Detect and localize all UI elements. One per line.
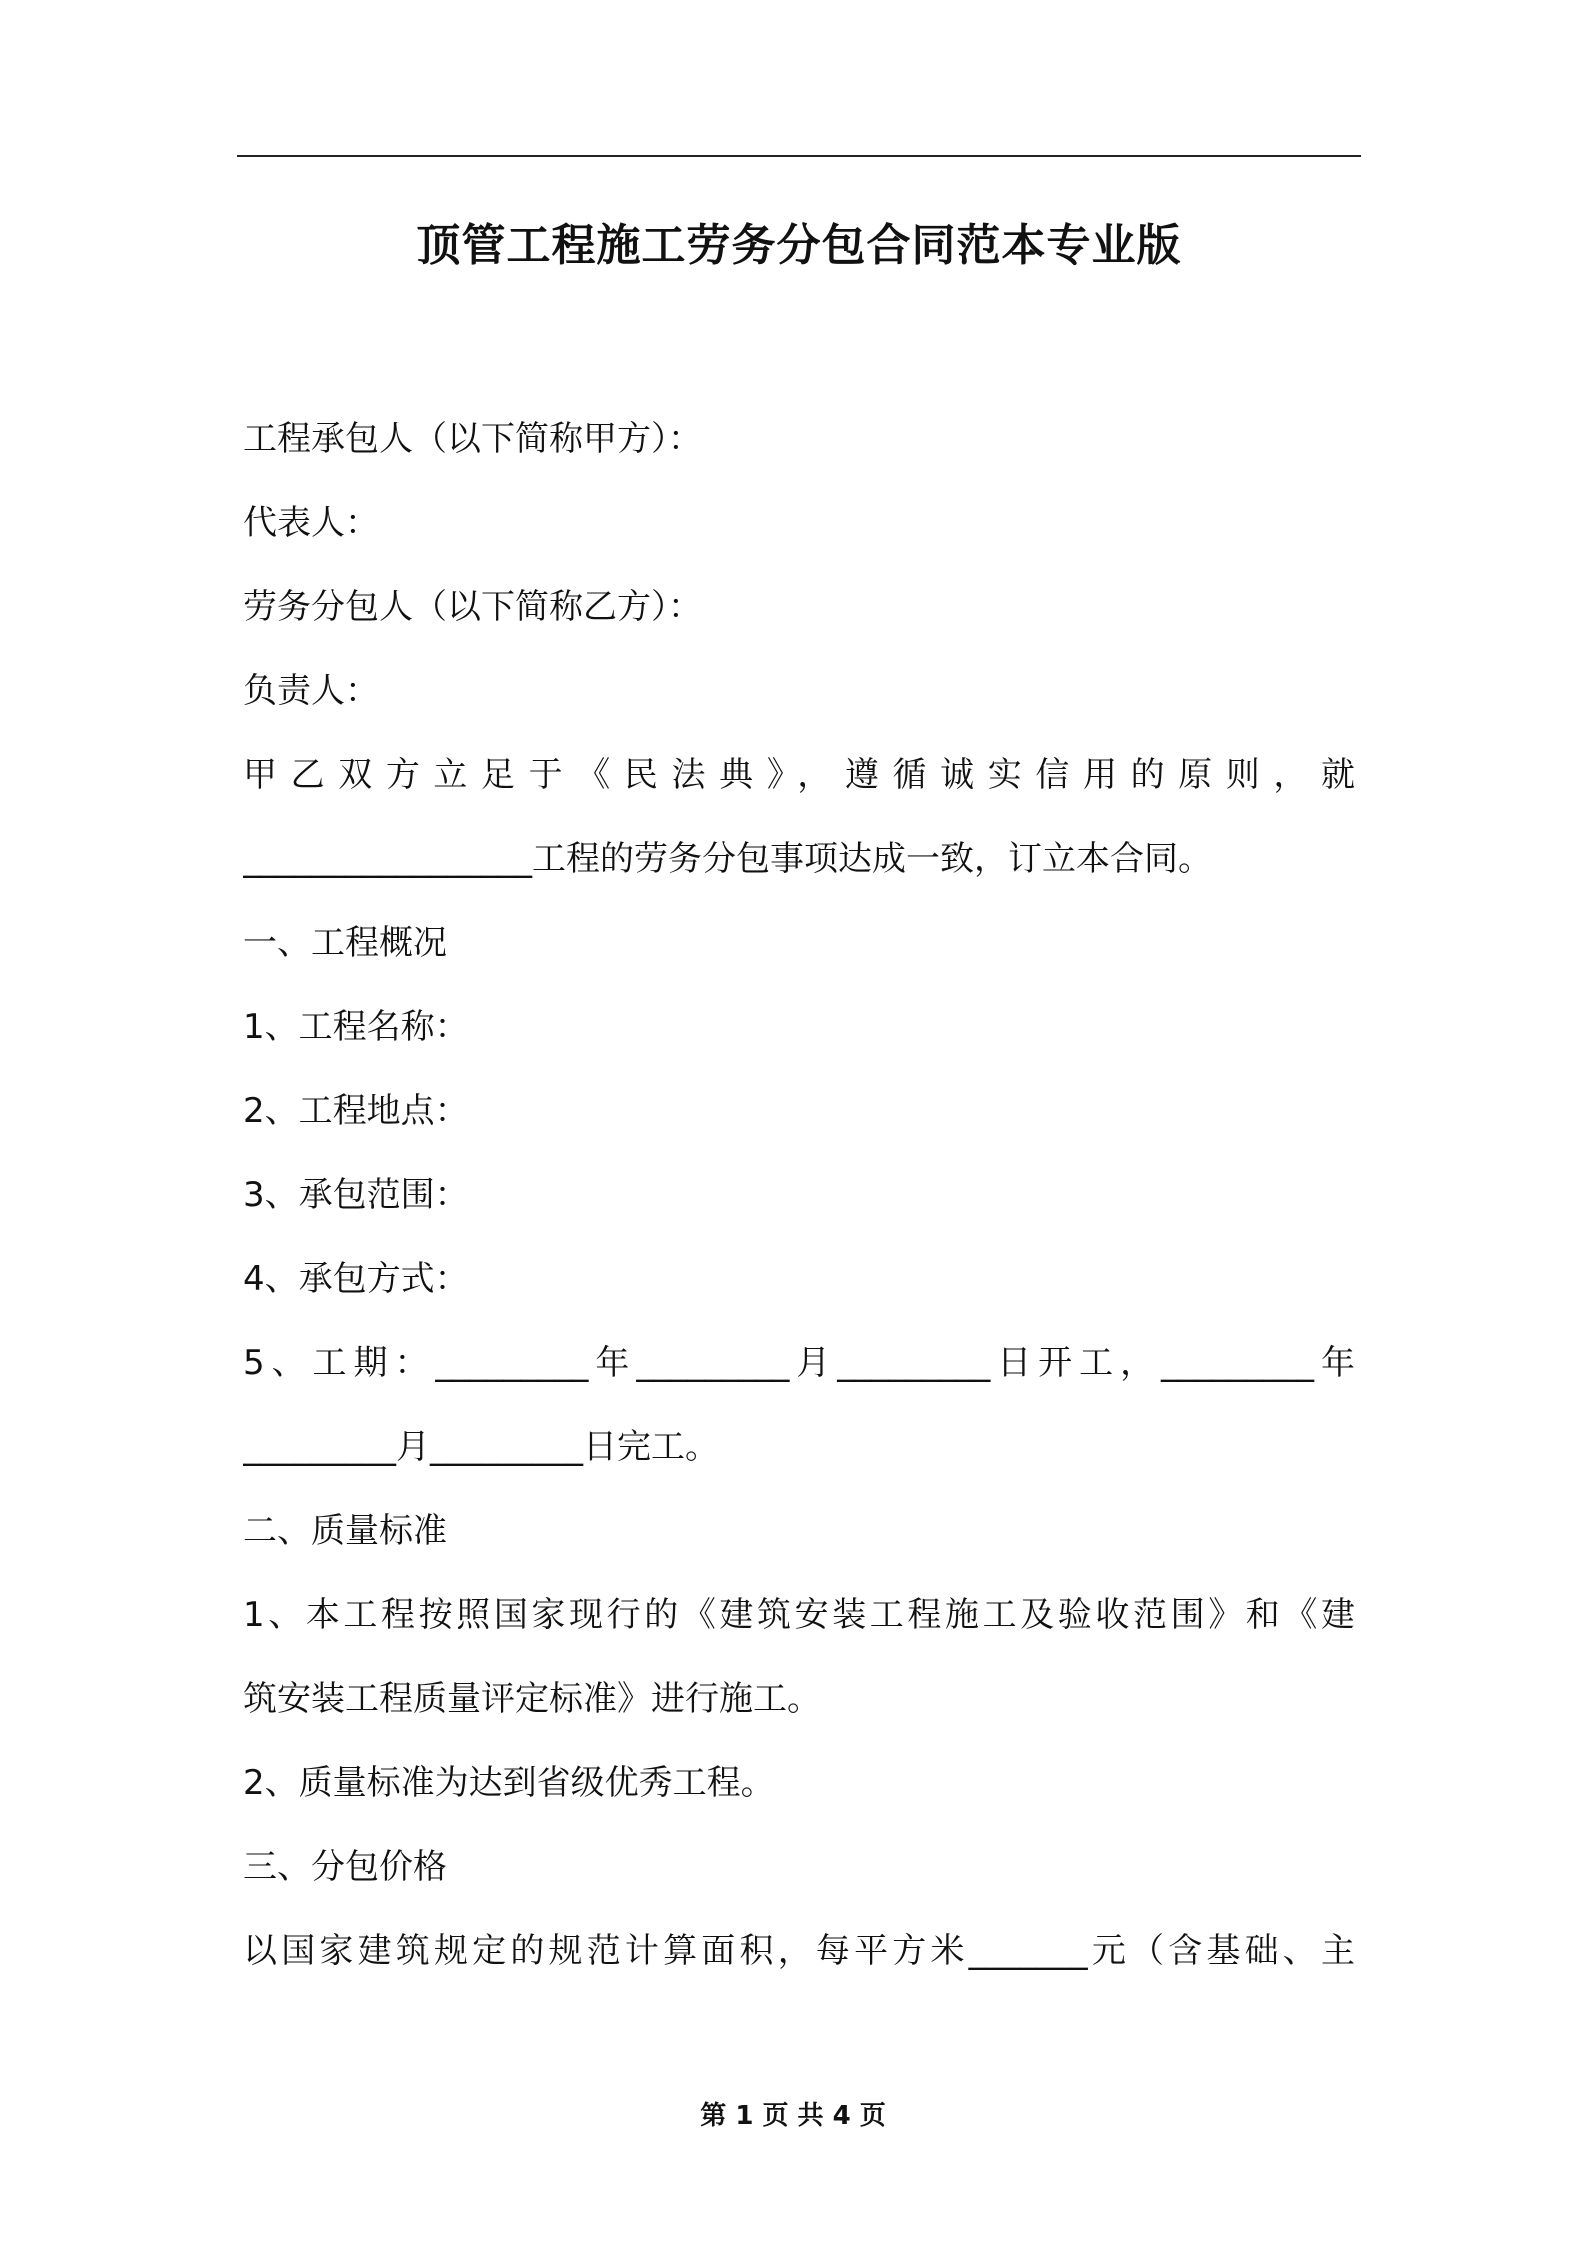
party-b-line: 劳务分包人（以下简称乙方）： <box>243 587 702 627</box>
representative-line: 代表人： <box>243 503 379 543</box>
quality-clause-1-line-2: 筑安装工程质量评定标准》进行施工。 <box>243 1679 821 1719</box>
price-clause-line-1: 以国家建筑规定的规范计算面积，每平方米_______元（含基础、主 <box>243 1931 1355 1971</box>
quality-clause-1-line-1: 1、本工程按照国家现行的《建筑安装工程施工及验收范围》和《建 <box>243 1595 1355 1635</box>
section-heading-price: 三、分包价格 <box>243 1847 447 1887</box>
preamble-line-2: _________________工程的劳务分包事项达成一致，订立本合同。 <box>243 839 1212 879</box>
contract-method-line: 4、承包方式： <box>243 1259 469 1299</box>
contract-scope-line: 3、承包范围： <box>243 1175 469 1215</box>
quality-clause-2: 2、质量标准为达到省级优秀工程。 <box>243 1763 775 1803</box>
schedule-line-1: 5、工期：_________年_________月_________日开工，_________年 <box>243 1343 1355 1383</box>
project-name-line: 1、工程名称： <box>243 1007 469 1047</box>
schedule-line-2: _________月_________日完工。 <box>243 1427 719 1467</box>
page-number: 第 1 页 共 4 页 <box>700 2101 886 2131</box>
section-heading-overview: 一、工程概况 <box>243 923 447 963</box>
preamble-line-1: 甲乙双方立足于《民法典》，遵循诚实信用的原则，就 <box>243 755 1355 795</box>
responsible-person-line: 负责人： <box>243 671 379 711</box>
project-location-line: 2、工程地点： <box>243 1091 469 1131</box>
document-title: 顶管工程施工劳务分包合同范本专业版 <box>416 220 1182 271</box>
header-rule <box>237 155 1361 157</box>
document-body <box>243 397 1355 1993</box>
section-heading-quality: 二、质量标准 <box>243 1511 447 1551</box>
party-a-line: 工程承包人（以下简称甲方）： <box>243 419 702 459</box>
